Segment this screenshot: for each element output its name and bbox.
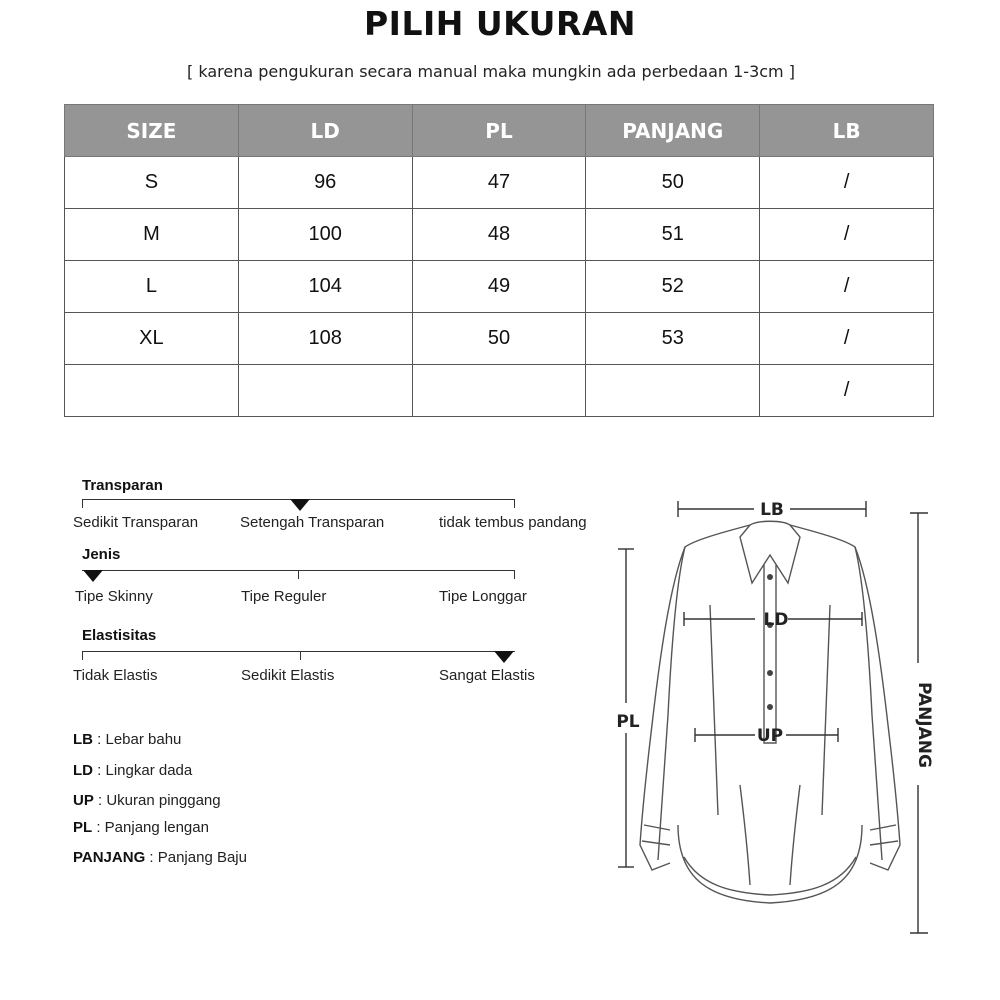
table-row xyxy=(65,365,934,417)
table-cell: / xyxy=(760,313,934,365)
legend-desc: : Lingkar dada xyxy=(93,762,193,779)
label-pl: PL xyxy=(616,712,640,732)
selected-marker-icon xyxy=(494,651,514,663)
table-cell: / xyxy=(760,157,934,209)
size-table xyxy=(64,104,934,417)
scale-label: Tidak Elastis xyxy=(73,667,158,684)
legend-abbr: UP xyxy=(73,792,94,809)
scale-line xyxy=(82,651,515,652)
legend-desc: : Panjang Baju xyxy=(145,849,247,866)
column-header-panjang: PANJANG xyxy=(586,105,760,157)
legend-abbr: LD xyxy=(73,762,93,779)
scale-transparan xyxy=(70,477,600,537)
table-cell: 51 xyxy=(586,209,760,261)
table-cell: 100 xyxy=(238,209,412,261)
table-cell: / xyxy=(760,209,934,261)
column-header-lb: LB xyxy=(760,105,934,157)
table-cell: 50 xyxy=(412,313,586,365)
legend-abbr: LB xyxy=(73,731,93,748)
table-cell: L xyxy=(65,261,239,313)
shirt-diagram xyxy=(600,485,940,945)
table-cell xyxy=(238,365,412,417)
column-header-ld: LD xyxy=(238,105,412,157)
scale-elastisitas xyxy=(70,627,600,687)
legend-item-up xyxy=(73,792,221,809)
table-cell xyxy=(412,365,586,417)
scale-label: Sedikit Elastis xyxy=(241,667,335,684)
table-header-row xyxy=(65,105,934,157)
scale-tick xyxy=(82,651,83,660)
button-icons xyxy=(767,574,773,710)
scale-label: Tipe Longgar xyxy=(439,588,527,605)
table-cell: 96 xyxy=(238,157,412,209)
legend-desc: : Ukuran pinggang xyxy=(93,792,221,809)
table-cell: 49 xyxy=(412,261,586,313)
legend-abbr: PANJANG xyxy=(73,849,146,866)
scale-title: Jenis xyxy=(82,546,121,563)
table-cell: 50 xyxy=(586,157,760,209)
legend-desc: : Lebar bahu xyxy=(93,731,182,748)
scale-tick xyxy=(514,570,515,579)
column-header-size: SIZE xyxy=(65,105,239,157)
table-cell: XL xyxy=(65,313,239,365)
label-ld: LD xyxy=(763,610,789,630)
legend-abbr: PL xyxy=(73,819,93,836)
legend-item-panjang xyxy=(73,849,247,866)
table-cell: 47 xyxy=(412,157,586,209)
table-row xyxy=(65,261,934,313)
legend-desc: : Panjang lengan xyxy=(92,819,209,836)
table-cell: / xyxy=(760,261,934,313)
legend-item-pl xyxy=(73,819,209,836)
table-cell xyxy=(586,365,760,417)
legend-item-lb xyxy=(73,731,181,748)
label-lb: LB xyxy=(760,500,784,520)
page-title: PILIH UKURAN xyxy=(363,4,637,43)
scale-label: Tipe Skinny xyxy=(75,588,153,605)
table-row xyxy=(65,157,934,209)
scale-tick xyxy=(298,570,299,579)
scale-label: Sangat Elastis xyxy=(439,667,535,684)
selected-marker-icon xyxy=(290,499,310,511)
label-panjang: PANJANG xyxy=(914,682,934,768)
scale-label: Tipe Reguler xyxy=(241,588,327,605)
scale-tick xyxy=(514,499,515,508)
legend-item-ld xyxy=(73,762,192,779)
selected-marker-icon xyxy=(83,570,103,582)
table-cell: 48 xyxy=(412,209,586,261)
table-cell: 104 xyxy=(238,261,412,313)
page-subtitle: [ karena pengukuran secara manual maka mungkin ada perbedaan 1-3cm ] xyxy=(187,62,795,81)
scale-label: tidak tembus pandang xyxy=(439,514,587,531)
column-header-pl: PL xyxy=(412,105,586,157)
scale-tick xyxy=(82,499,83,508)
table-row xyxy=(65,209,934,261)
label-up: UP xyxy=(756,726,784,746)
scale-title: Transparan xyxy=(82,477,163,494)
table-cell: 108 xyxy=(238,313,412,365)
table-cell: / xyxy=(760,365,934,417)
scale-label: Sedikit Transparan xyxy=(73,514,199,531)
table-cell xyxy=(65,365,239,417)
table-cell: 53 xyxy=(586,313,760,365)
table-cell: S xyxy=(65,157,239,209)
scale-tick xyxy=(300,651,301,660)
scale-jenis xyxy=(70,546,600,606)
table-cell: 52 xyxy=(586,261,760,313)
scale-title: Elastisitas xyxy=(82,627,157,644)
table-row xyxy=(65,313,934,365)
table-cell: M xyxy=(65,209,239,261)
scale-label: Setengah Transparan xyxy=(240,514,385,531)
